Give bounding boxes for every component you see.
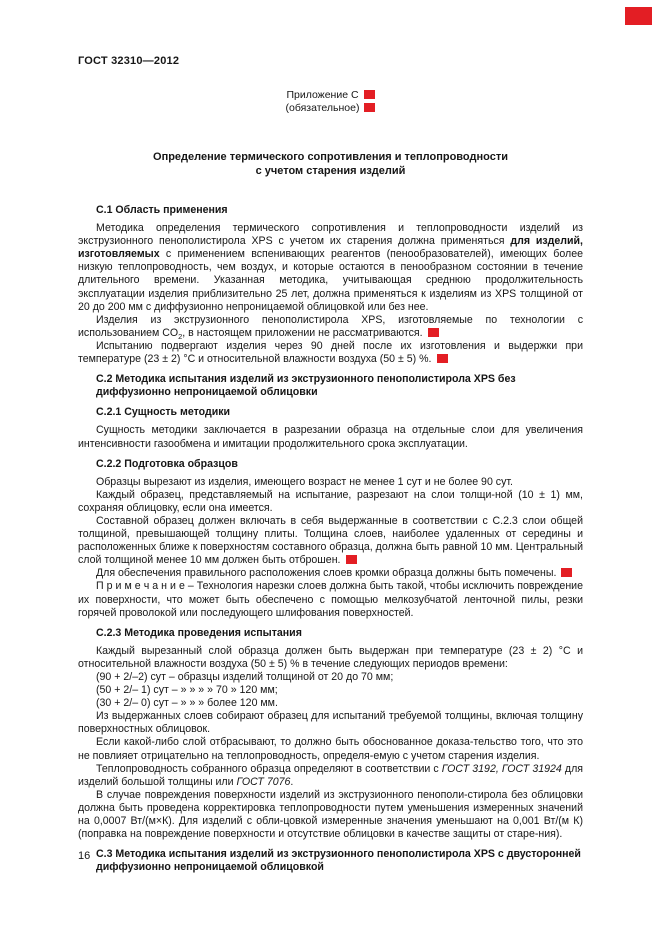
text-run: для изделий большой толщины или: [78, 762, 583, 788]
red-annotation-mark: [625, 7, 652, 25]
annex-header: [78, 89, 583, 114]
paragraph: [78, 567, 583, 580]
text-run: С.2 Методика испытания изделий из экструзионного пенополистирола XPS без диффузионно непроницаемой облицовки: [96, 373, 516, 399]
text-run: Изделия из экструзионного пенополистирола XPS, изготовляемые по технологии с использованием CO: [78, 313, 583, 339]
red-annotation-mark: [364, 90, 375, 99]
heading: [78, 848, 583, 874]
text-run: Каждый образец, представляемый на испытание, разрезают на слои толщи-ной (10 ± 1) мм, сохраняя облицовку, если она имеется.: [78, 488, 583, 514]
paragraph: [78, 710, 583, 736]
text-run: С.2.2 Подготовка образцов: [96, 457, 238, 470]
text-run: С.1 Область применения: [96, 204, 228, 216]
text-run: Для обеспечения правильного расположения слоев кромки образца должны быть помечены.: [96, 567, 557, 580]
text-run: С.3 Методика испытания изделий из экструзионного пенополистирола XPS с двусторонней диффузионно непроницаемой облицовкой: [96, 848, 581, 874]
text-run: для изделий, изготовляемых: [78, 235, 583, 261]
text-run: ГОСТ 3192, ГОСТ 31924: [441, 762, 562, 775]
paragraph: [78, 645, 583, 671]
text-run: С.2.1 Сущность методики: [96, 406, 231, 419]
annex-type-line: [78, 102, 583, 115]
list-line: [78, 684, 583, 697]
paragraph: [78, 340, 583, 366]
paragraph: [78, 222, 583, 314]
title-line-1: Определение термического сопротивления и теплопроводности: [153, 151, 508, 163]
red-annotation-mark: [428, 328, 439, 337]
text-run: (90 + 2/–2) сут – образцы изделий толщиной от 20 до 70 мм;: [96, 671, 394, 683]
text-run: с применением вспенивающих реагентов (пенообразователей), имеющих более низкую теплопроводность, чем воздух, и которые остаются в пенообразном состоянии в течение длительного времени. Указанная методика, учитывающая среднюю продолжительность эксплуатации изделия приблизительно 25 лет, должна применяться к изделиям из XPS толщиной от 20 до 200 мм с диффузионно непроницаемой облицовкой или без нее.: [78, 248, 583, 313]
paragraph: [78, 314, 583, 340]
red-annotation-mark: [561, 568, 572, 577]
text-run: Из выдержанных слоев собирают образец для испытаний требуемой толщины, включая толщину поверхностных облицовок.: [78, 710, 583, 736]
text-run: С.2.3 Методика проведения испытания: [96, 626, 302, 639]
text-run: В случае повреждения поверхности изделий из экструзионного пенополи-стирола без облицовки должна быть проведена корректировка теплопроводности путем уменьшения измеренных значений на 0,0007 Вт/(м×К). Для изделий с обли-цовкой измеренные значения уменьшают на 0,001 Вт/(м К) (поправка на повреждение поверхности и отсутствие облицовки в качестве защиты от старе-ния).: [78, 788, 583, 841]
text-run: Если какой-либо слой отбрасывают, то должно быть обоснованное доказа-тельство того, что это не повлияет отрицательно на теплопроводность, определя-емую с учетом старения изделия.: [78, 736, 583, 762]
annex-label-line: [78, 89, 583, 102]
document-title: [78, 150, 583, 178]
paragraph: [78, 424, 583, 450]
red-annotation-mark: [346, 555, 357, 564]
red-annotation-mark: [364, 103, 375, 112]
heading: [78, 627, 583, 640]
text-run: 2: [178, 331, 183, 341]
note: [78, 580, 583, 619]
text-run: .: [290, 775, 294, 788]
red-annotation-mark: [437, 354, 448, 363]
text-run: (50 + 2/– 1) сут – » » » » 70 » 120 мм;: [96, 684, 278, 697]
text-run: Сущность методики заключается в разрезании образца на отдельные слои для увеличения интенсивности газообмена и имитации продолжительного срока эксплуатации.: [78, 424, 583, 450]
text-run: Теплопроводность собранного образца определяют в соответствии с: [96, 762, 442, 775]
text-run: , в настоящем приложении не рассматриваются.: [182, 326, 423, 339]
annex-label: Приложение С: [286, 89, 359, 101]
paragraph: [78, 763, 583, 789]
heading: [78, 458, 583, 471]
text-run: (30 + 2/– 0) сут – » » » более 120 мм.: [96, 697, 278, 710]
heading: [78, 406, 583, 419]
list-line: [78, 671, 583, 684]
text-run: Методика определения термического сопротивления и теплопроводности изделий из экструзионного пенополистирола XPS с учетом их старения должна применяться: [78, 222, 583, 248]
page-number: 16: [78, 850, 91, 862]
text-run: Образцы вырезают из изделия, имеющего возраст не менее 1 сут и не более 90 сут.: [96, 475, 513, 488]
text-run: П р и м е ч а н и е – Технология нарезки слоев должна быть такой, чтобы исключить повреждение их поверхности, что может быть обеспечено с помощью мелкозубчатой ленточной пилы, резки горячей проволокой или последующего шлифования поверхностей.: [78, 580, 583, 619]
title-line-2: с учетом старения изделий: [255, 165, 406, 177]
document-body: [78, 204, 583, 874]
list-line: [78, 697, 583, 710]
paragraph: [78, 489, 583, 515]
annex-type: (обязательное): [285, 101, 360, 114]
text-run: Составной образец должен включать в себя выдержанные в соответствии с С.2.3 слои общей толщиной, превышающей толщину плиты. Толщина слоев, наиболее удаленных от середины и расположенных ближе к поверхностям составного образца, должна быть равной 10 мм. Центральный слой толщиной менее 10 мм должен быть отброшен.: [78, 514, 583, 567]
paragraph: [78, 515, 583, 567]
text-run: Каждый вырезанный слой образца должен быть выдержан при температуре (23 ± 2) °С и относительной влажности воздуха (50 ± 5) % в течение следующих периодов времени:: [78, 644, 583, 670]
paragraph: [78, 789, 583, 841]
text-run: ГОСТ 7076: [236, 775, 291, 788]
paragraph: [78, 476, 583, 489]
paragraph: [78, 736, 583, 762]
heading: [78, 204, 583, 217]
document-number: ГОСТ 32310—2012: [78, 55, 180, 67]
heading: [78, 373, 583, 399]
text-run: Испытанию подвергают изделия через 90 дней после их изготовления и выдержки при температуре (23 ± 2) °С и относительной влажности воздуха (50 ± 5) %.: [78, 339, 583, 366]
